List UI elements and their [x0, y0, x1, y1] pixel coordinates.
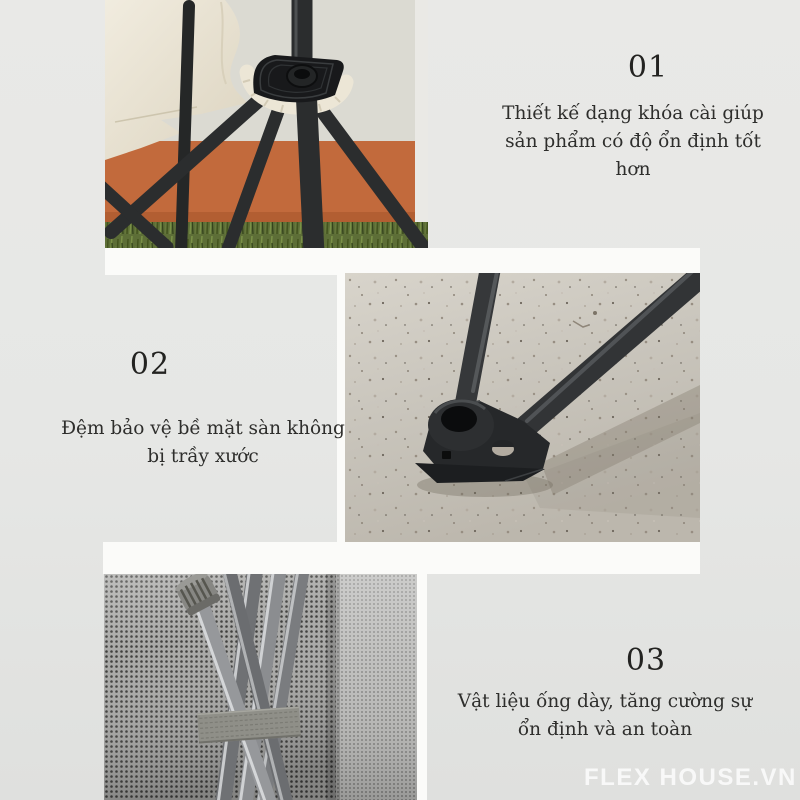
photo-floor-protector-foot	[345, 273, 700, 545]
section-divider-2	[103, 542, 700, 574]
feature-caption-3	[455, 688, 755, 744]
feature-caption-2	[55, 415, 351, 471]
feature-line: Thiết kế dạng khóa cài giúp	[502, 103, 764, 124]
feature-number-3: 03	[625, 643, 667, 678]
feature-line: bị trầy xước	[147, 446, 259, 467]
feature-line: sản phẩm có độ ổn định tốt	[505, 131, 761, 152]
feature-line: Vật liệu ống dày, tăng cường sự	[457, 691, 753, 712]
feature-caption-1	[483, 100, 783, 184]
feature-number-2: 02	[129, 347, 171, 382]
photo-buckle-lock-armrest	[105, 0, 428, 248]
feature-line: ổn định và an toàn	[517, 719, 693, 740]
feature-number-1: 01	[627, 50, 669, 85]
brand-watermark: FLEX HOUSE.VN	[584, 764, 797, 791]
photo-3-white-gutter	[417, 574, 427, 800]
photo-folded-tube-bundle	[104, 574, 417, 800]
feature-line: Đệm bảo vệ bề mặt sàn không	[61, 418, 345, 439]
feature-line: hơn	[615, 159, 651, 180]
